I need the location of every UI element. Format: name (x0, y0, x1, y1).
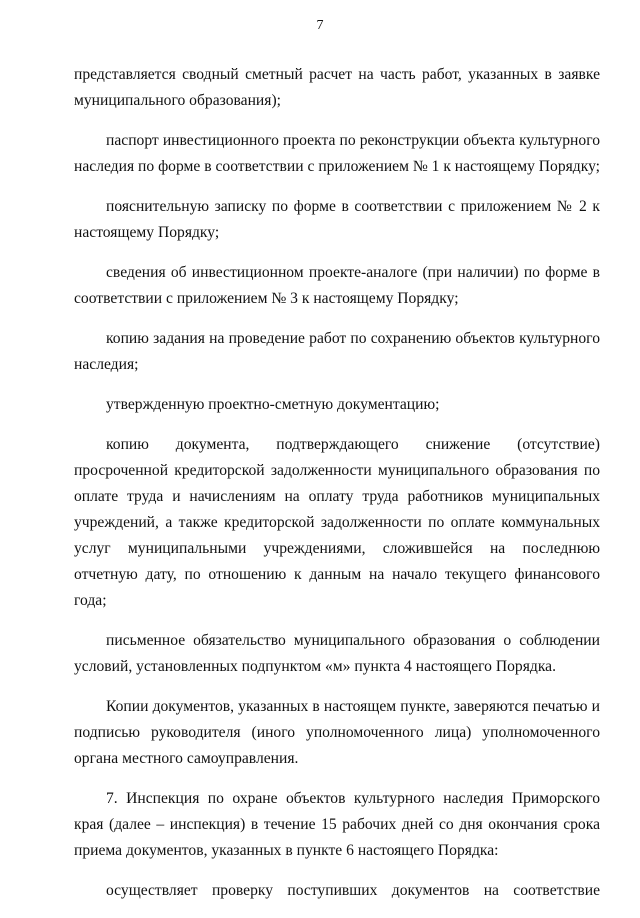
paragraph-approved-documentation: утвержденную проектно-сметную документацию; (106, 396, 440, 413)
paragraph-summary-estimate: представляется сводный сметный расчет на часть работ, указанных в заявке муниципального образования); (74, 66, 600, 109)
paragraph-debt-reduction: копию документа, подтверждающего снижение (отсутствие) просроченной кредиторской задолженности муниципального образования по оплате труда и начислениям на оплату труда работников муниципальных учреждений, а также кредиторской задолженности по оплате коммунальных услуг муниципальными учреждениями, сложившейся на последнюю отчетную дату, по отношению к данным на начало текущего финансового года; (74, 436, 600, 609)
paragraph-analog-project: сведения об инвестиционном проекте-аналоге (при наличии) по форме в соответствии с приложением № 3 к настоящему Порядку; (74, 264, 600, 307)
paragraph-verification: осуществляет проверку поступивших документов на соответствие (106, 882, 600, 899)
paragraph-written-obligation: письменное обязательство муниципального образования о соблюдении условий, установленных подпунктом «м» пункта 4 настоящего Порядка. (74, 632, 600, 675)
paragraph-work-assignment: копию задания на проведение работ по сохранению объектов культурного наследия; (74, 330, 600, 373)
paragraph-certified-copies: Копии документов, указанных в настоящем пункте, заверяются печатью и подписью руководителя (иного уполномоченного лица) уполномоченного органа местного самоуправления. (74, 698, 600, 767)
paragraph-investment-passport: паспорт инвестиционного проекта по реконструкции объекта культурного наследия по форме в соответствии с приложением № 1 к настоящему Порядку; (74, 132, 601, 175)
paragraph-inspection-clause-7: 7. Инспекция по охране объектов культурного наследия Приморского края (далее – инспекция) в течение 15 рабочих дней со дня окончания срока приема документов, указанных в пункте 6 настоящего Порядка: (74, 790, 600, 859)
paragraph-explanatory-note: пояснительную записку по форме в соответствии с приложением № 2 к настоящему Порядку; (74, 198, 600, 241)
page-number: 7 (316, 18, 324, 33)
document-body (74, 62, 600, 918)
